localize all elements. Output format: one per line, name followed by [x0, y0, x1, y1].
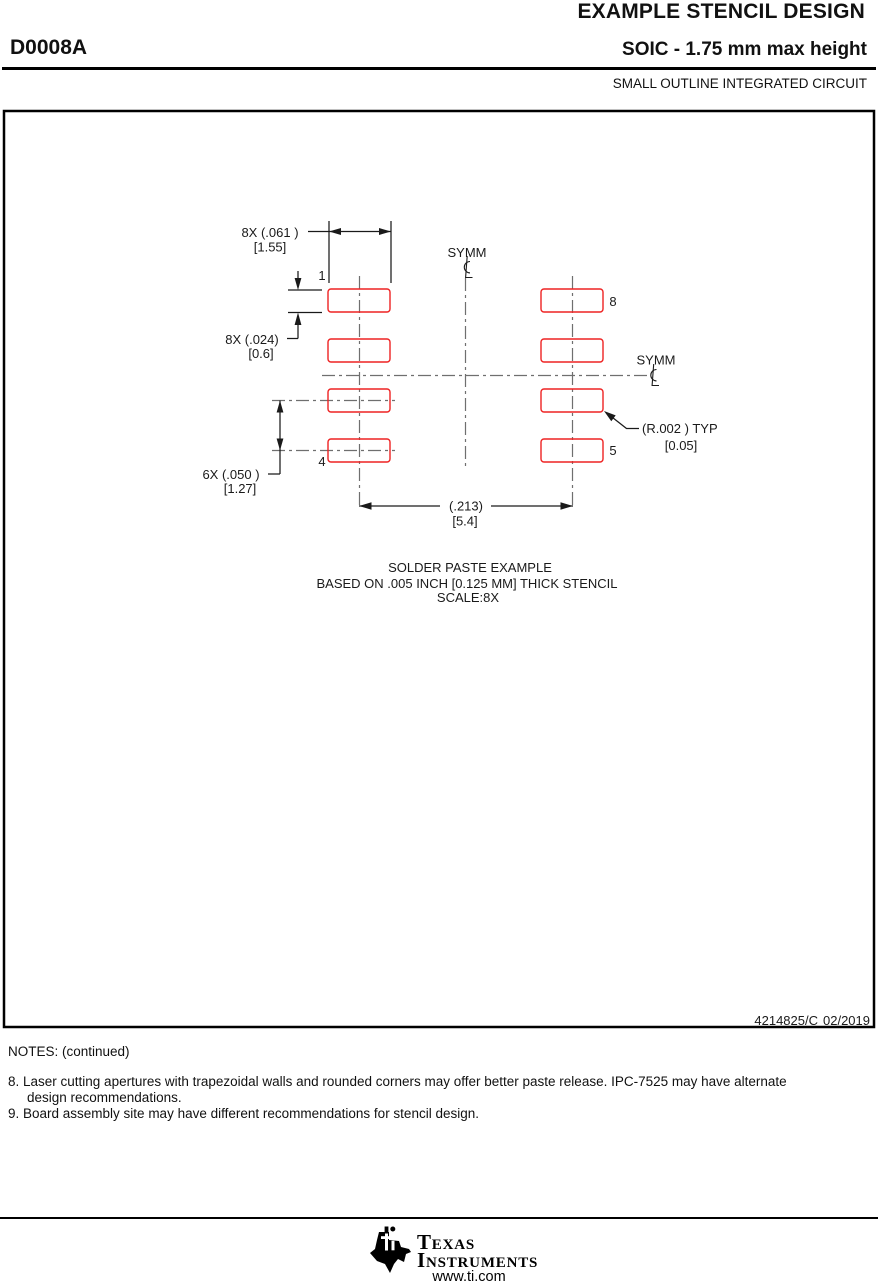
pin-label-1: 1 [318, 268, 326, 283]
notes-heading: NOTES: (continued) [8, 1044, 130, 1059]
symm-label-right: SYMM [636, 352, 676, 368]
footer-rule [0, 1217, 878, 1219]
caption-scale: SCALE:8X [436, 590, 500, 605]
doc-number: 4214825/C [754, 1013, 818, 1028]
caption-title: SOLDER PASTE EXAMPLE [388, 560, 552, 575]
pin-label-8: 8 [609, 294, 617, 309]
page-title: EXAMPLE STENCIL DESIGN [577, 0, 865, 23]
note-8-line-1: 8. Laser cutting apertures with trapezoidal walls and rounded corners may offer better paste release. IPC-7525 may have alternate [8, 1074, 787, 1089]
part-number: D0008A [10, 36, 88, 59]
dim-pad-width-mm: [1.55] [253, 239, 287, 255]
dim-pitch-value: 6X (.050 ) [202, 467, 260, 482]
caption-stencil: BASED ON .005 INCH [0.125 MM] THICK STENCIL [316, 576, 618, 591]
note-9: 9. Board assembly site may have different recommendations for stencil design. [8, 1106, 479, 1121]
doc-date: 02/2019 [823, 1013, 870, 1028]
dim-span-value: (.213) [449, 498, 483, 514]
dim-pad-width-value: 8X (.061 ) [241, 225, 299, 240]
ti-wordmark-instruments: Instruments [417, 1248, 539, 1272]
dim-pitch [268, 401, 283, 475]
note-8-line-2: design recommendations. [27, 1090, 182, 1105]
ti-logo-icon [367, 1226, 411, 1274]
package-description: SMALL OUTLINE INTEGRATED CIRCUIT [612, 76, 867, 91]
dim-span-mm: [5.4] [452, 513, 478, 529]
pin-label-5: 5 [609, 443, 617, 458]
dim-pad-height [287, 271, 322, 339]
ti-website-link[interactable]: www.ti.com [432, 1269, 506, 1285]
dim-radius-mm: [0.05] [664, 438, 698, 453]
dim-pad-height-mm: [0.6] [248, 346, 274, 361]
dim-radius-value: (R.002 ) TYP [642, 421, 718, 436]
dim-pad-height-value: 8X (.024) [225, 332, 279, 347]
symm-label-top: SYMM [447, 245, 487, 260]
ti-wordmark-texas: Texas [417, 1230, 476, 1254]
dim-pitch-mm: [1.27] [223, 481, 257, 496]
package-subtitle: SOIC - 1.75 mm max height [622, 39, 867, 60]
ti-wordmark [417, 1230, 539, 1272]
leader-corner-radius [604, 411, 639, 429]
pin-label-4: 4 [318, 454, 326, 469]
